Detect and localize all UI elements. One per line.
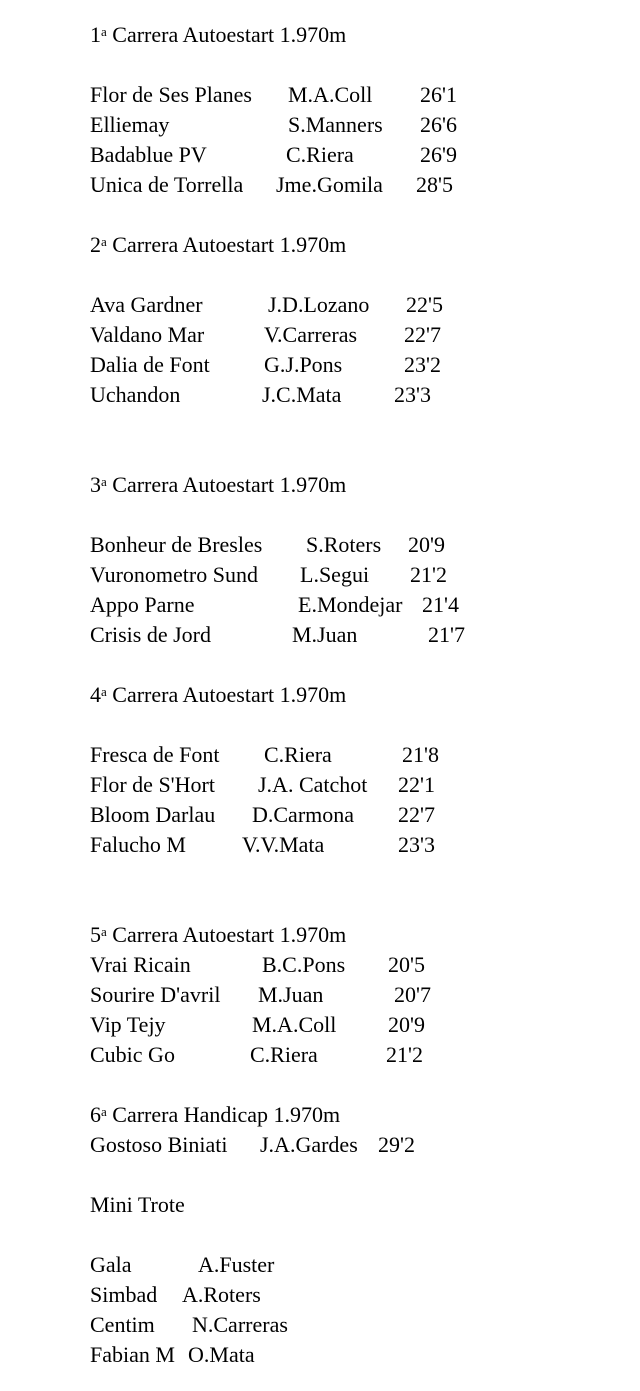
race-number: 5 <box>90 922 101 947</box>
result-row <box>90 1310 610 1340</box>
driver-name: A.Fuster <box>198 1252 275 1277</box>
race-time: 26'6 <box>420 112 457 137</box>
result-row <box>90 980 610 1010</box>
driver-name: G.J.Pons <box>264 352 343 377</box>
race-ordinal: a <box>101 924 107 939</box>
horse-name: Flor de Ses Planes <box>90 82 252 107</box>
race-number: 4 <box>90 682 101 707</box>
race-time: 26'9 <box>420 142 457 167</box>
driver-name: O.Mata <box>188 1342 255 1367</box>
spacer <box>90 500 610 530</box>
race-time: 23'3 <box>398 832 435 857</box>
race-title: Carrera Autoestart 1.970m <box>112 232 347 257</box>
spacer <box>90 200 610 230</box>
race-title: Carrera Autoestart 1.970m <box>112 472 347 497</box>
race-time: 22'7 <box>398 802 435 827</box>
driver-name: C.Riera <box>250 1042 318 1067</box>
result-row <box>90 620 610 650</box>
result-row <box>90 950 610 980</box>
result-row <box>90 770 610 800</box>
result-row <box>90 1040 610 1070</box>
horse-name: Flor de S'Hort <box>90 772 215 797</box>
section-title: Mini Trote <box>90 1192 185 1217</box>
horse-name: Vuronometro Sund <box>90 562 258 587</box>
race-1-heading <box>90 20 610 50</box>
race-6-heading <box>90 1100 610 1130</box>
driver-name: M.Juan <box>258 982 324 1007</box>
driver-name: J.A. Catchot <box>258 772 368 797</box>
race-time: 23'2 <box>404 352 441 377</box>
driver-name: B.C.Pons <box>262 952 346 977</box>
horse-name: Fabian M <box>90 1342 175 1367</box>
driver-name: N.Carreras <box>192 1312 288 1337</box>
race-number: 6 <box>90 1102 101 1127</box>
race-time: 22'1 <box>398 772 435 797</box>
driver-name: L.Segui <box>300 562 370 587</box>
horse-name: Unica de Torrella <box>90 172 244 197</box>
horse-name: Vrai Ricain <box>90 952 191 977</box>
driver-name: S.Manners <box>288 112 383 137</box>
race-ordinal: a <box>101 24 107 39</box>
race-time: 28'5 <box>416 172 453 197</box>
race-4-heading <box>90 680 610 710</box>
race-time: 22'5 <box>406 292 443 317</box>
horse-name: Bloom Darlau <box>90 802 216 827</box>
mini-trote-heading <box>90 1190 610 1220</box>
race-number: 1 <box>90 22 101 47</box>
spacer <box>90 1220 610 1250</box>
race-time: 20'7 <box>394 982 431 1007</box>
result-row <box>90 1340 610 1370</box>
driver-name: V.V.Mata <box>242 832 325 857</box>
driver-name: J.C.Mata <box>262 382 342 407</box>
spacer <box>90 1160 610 1190</box>
result-row <box>90 110 610 140</box>
race-ordinal: a <box>101 684 107 699</box>
horse-name: Vip Tejy <box>90 1012 166 1037</box>
horse-name: Falucho M <box>90 832 186 857</box>
horse-name: Bonheur de Bresles <box>90 532 263 557</box>
horse-name: Sourire D'avril <box>90 982 221 1007</box>
race-time: 20'5 <box>388 952 425 977</box>
spacer <box>90 410 610 470</box>
race-number: 3 <box>90 472 101 497</box>
driver-name: C.Riera <box>264 742 332 767</box>
spacer <box>90 260 610 290</box>
race-ordinal: a <box>101 1104 107 1119</box>
horse-name: Centim <box>90 1312 155 1337</box>
race-ordinal: a <box>101 474 107 489</box>
driver-name: D.Carmona <box>252 802 355 827</box>
result-row <box>90 560 610 590</box>
race-time: 26'1 <box>420 82 457 107</box>
race-time: 22'7 <box>404 322 441 347</box>
race-number: 2 <box>90 232 101 257</box>
race-time: 20'9 <box>408 532 445 557</box>
driver-name: M.A.Coll <box>252 1012 337 1037</box>
spacer <box>90 710 610 740</box>
result-row <box>90 140 610 170</box>
spacer <box>90 650 610 680</box>
result-row <box>90 320 610 350</box>
horse-name: Cubic Go <box>90 1042 175 1067</box>
horse-name: Valdano Mar <box>90 322 205 347</box>
race-time: 21'4 <box>422 592 459 617</box>
race-time: 21'2 <box>386 1042 423 1067</box>
race-time: 29'2 <box>378 1132 415 1157</box>
race-time: 21'8 <box>402 742 439 767</box>
race-time: 23'3 <box>394 382 431 407</box>
result-row <box>90 800 610 830</box>
race-ordinal: a <box>101 234 107 249</box>
result-row <box>90 530 610 560</box>
horse-name: Crisis de Jord <box>90 622 211 647</box>
horse-name: Simbad <box>90 1282 158 1307</box>
driver-name: J.A.Gardes <box>260 1132 358 1157</box>
driver-name: M.Juan <box>292 622 358 647</box>
race-2-heading <box>90 230 610 260</box>
horse-name: Fresca de Font <box>90 742 220 767</box>
horse-name: Elliemay <box>90 112 170 137</box>
race-time: 20'9 <box>388 1012 425 1037</box>
spacer <box>90 860 610 920</box>
result-row <box>90 740 610 770</box>
result-row <box>90 1280 610 1310</box>
result-row <box>90 80 610 110</box>
results-document <box>90 20 610 1370</box>
race-title: Carrera Autoestart 1.970m <box>112 682 347 707</box>
race-5-heading <box>90 920 610 950</box>
driver-name: M.A.Coll <box>288 82 373 107</box>
result-row <box>90 1010 610 1040</box>
race-title: Carrera Handicap 1.970m <box>112 1102 341 1127</box>
driver-name: A.Roters <box>182 1282 261 1307</box>
driver-name: E.Mondejar <box>298 592 403 617</box>
horse-name: Badablue PV <box>90 142 207 167</box>
driver-name: S.Roters <box>306 532 382 557</box>
result-row <box>90 170 610 200</box>
horse-name: Uchandon <box>90 382 181 407</box>
result-row <box>90 1250 610 1280</box>
race-time: 21'2 <box>410 562 447 587</box>
result-row <box>90 830 610 860</box>
race-title: Carrera Autoestart 1.970m <box>112 922 347 947</box>
driver-name: Jme.Gomila <box>276 172 383 197</box>
driver-name: J.D.Lozano <box>268 292 370 317</box>
horse-name: Ava Gardner <box>90 292 203 317</box>
result-row <box>90 590 610 620</box>
race-3-heading <box>90 470 610 500</box>
result-row <box>90 380 610 410</box>
result-row <box>90 350 610 380</box>
driver-name: V.Carreras <box>264 322 358 347</box>
spacer <box>90 50 610 80</box>
horse-name: Gala <box>90 1252 132 1277</box>
race-time: 21'7 <box>428 622 465 647</box>
driver-name: C.Riera <box>286 142 354 167</box>
spacer <box>90 1070 610 1100</box>
result-row <box>90 290 610 320</box>
result-row <box>90 1130 610 1160</box>
horse-name: Dalia de Font <box>90 352 210 377</box>
horse-name: Gostoso Biniati <box>90 1132 228 1157</box>
horse-name: Appo Parne <box>90 592 195 617</box>
race-title: Carrera Autoestart 1.970m <box>112 22 347 47</box>
